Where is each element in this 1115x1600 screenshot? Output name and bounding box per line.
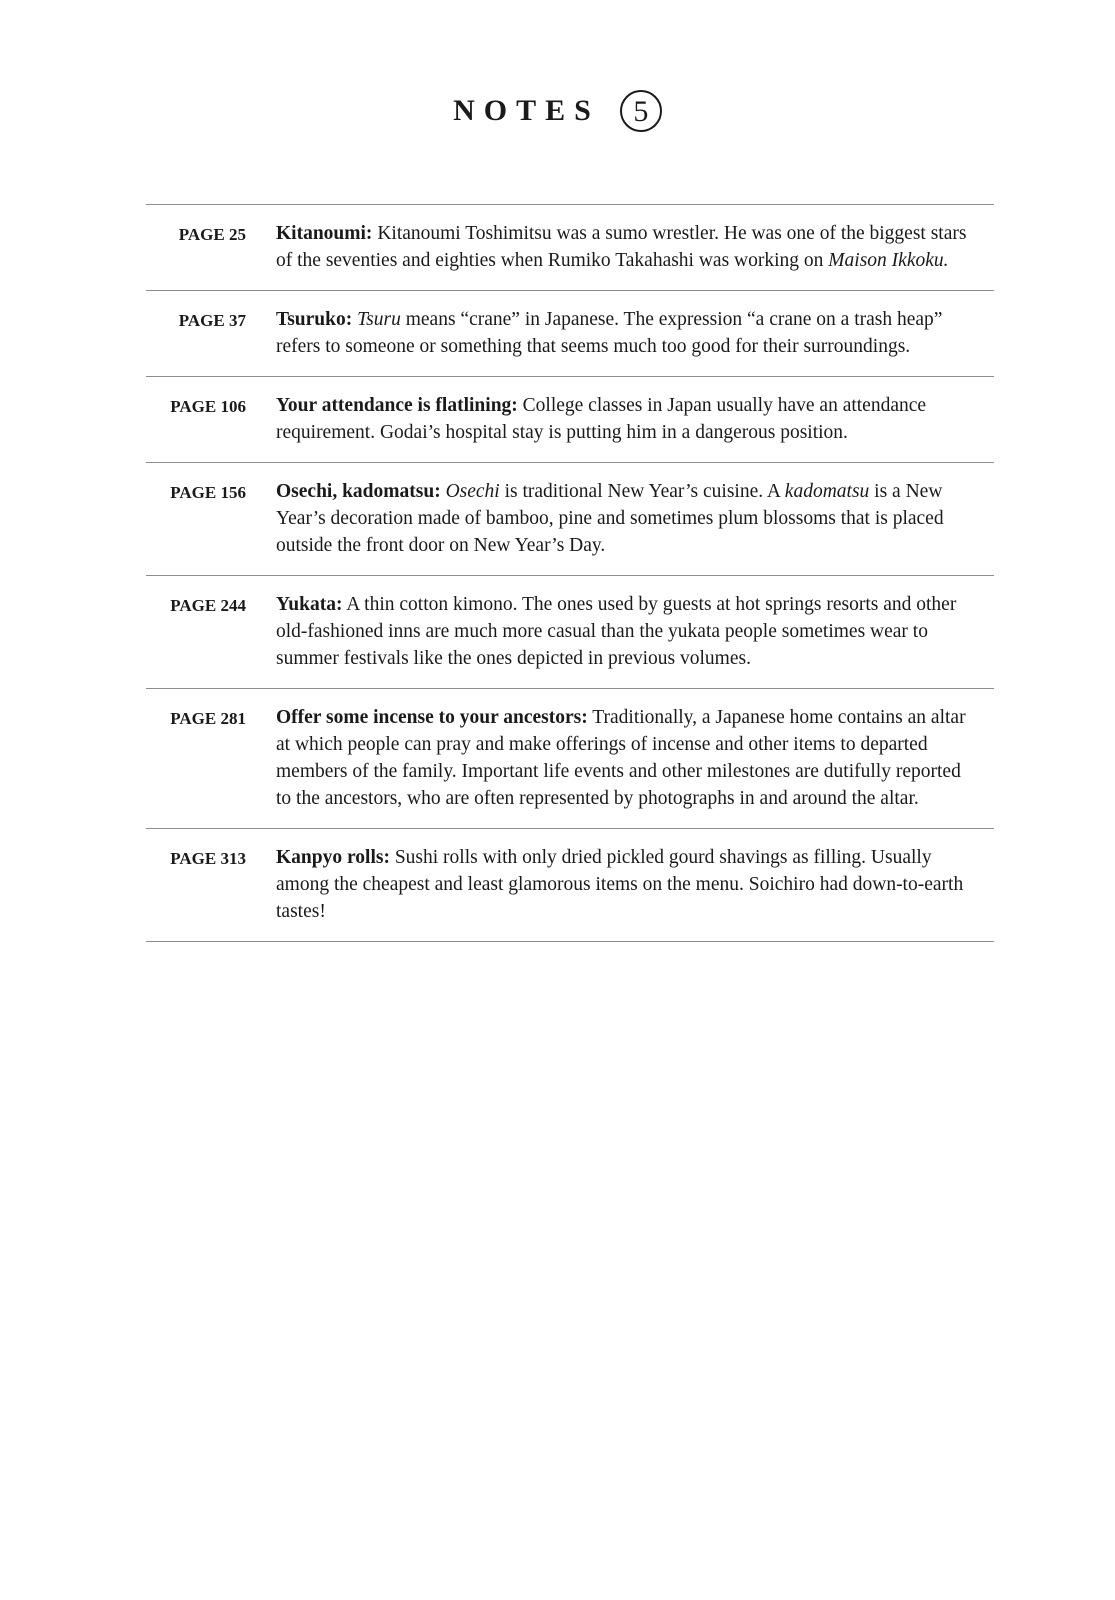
note-page-reference: PAGE 156 xyxy=(170,483,246,502)
note-row xyxy=(146,829,994,942)
notes-header xyxy=(0,86,1115,136)
note-page-reference: PAGE 37 xyxy=(178,311,246,330)
note-italic-text: Osechi xyxy=(445,481,500,502)
note-text xyxy=(276,591,976,672)
note-term: Kitanoumi: xyxy=(276,223,373,244)
note-text xyxy=(276,220,976,274)
note-term: Yukata: xyxy=(276,594,343,615)
note-text-segment: Traditionally, a Japanese home contains an altar at which people can pray and make offerings of incense and other items to departed members of the family. Important life events and other milestones are dutifully reported to the ancestors, who are often represented by photographs in and around the altar. xyxy=(276,707,966,809)
note-text-segment: A thin cotton kimono. The ones used by guests at hot springs resorts and other old-fashioned inns are much more casual than the yukata people sometimes wear to summer festivals like the ones depicted in previous volumes. xyxy=(276,594,957,669)
note-page-reference: PAGE 313 xyxy=(170,849,246,868)
note-text-segment: Sushi rolls with only dried pickled gourd shavings as filling. Usually among the cheapest and least glamorous items on the menu. Soichiro had down-to-earth tastes! xyxy=(276,847,964,922)
note-row xyxy=(146,205,994,291)
note-text-segment: is a New Year’s decoration made of bamboo, pine and sometimes plum blossoms that is placed outside the front door on New Year’s Day. xyxy=(276,481,944,556)
note-term: Tsuruko: xyxy=(276,309,353,330)
note-page-reference: PAGE 281 xyxy=(170,709,246,728)
note-text-segment: means “crane” in Japanese. The expression “a crane on a trash heap” refers to someone or something that seems much too good for their surroundings. xyxy=(276,309,943,357)
note-term: Osechi, kadomatsu: xyxy=(276,481,441,502)
note-text-segment: Kitanoumi Toshimitsu was a sumo wrestler. He was one of the biggest stars of the seventies and eighties when Rumiko Takahashi was working on xyxy=(276,223,967,271)
note-row xyxy=(146,463,994,576)
note-page-reference: PAGE 106 xyxy=(170,397,246,416)
note-row xyxy=(146,576,994,689)
note-row xyxy=(146,377,994,463)
note-row xyxy=(146,689,994,829)
note-text xyxy=(276,306,976,360)
page-title: NOTES xyxy=(453,94,600,127)
volume-number-badge: 5 xyxy=(620,90,662,132)
note-text xyxy=(276,844,976,925)
note-text xyxy=(276,478,976,559)
note-page-reference: PAGE 244 xyxy=(170,596,246,615)
note-text xyxy=(276,392,976,446)
notes-table xyxy=(146,204,994,942)
note-term: Kanpyo rolls: xyxy=(276,847,390,868)
note-italic-text: Maison Ikkoku. xyxy=(828,250,949,271)
note-row xyxy=(146,291,994,377)
note-text xyxy=(276,704,976,812)
note-term: Offer some incense to your ancestors: xyxy=(276,707,588,728)
note-italic-text: Tsuru xyxy=(357,309,401,330)
note-italic-text: kadomatsu xyxy=(784,481,870,502)
note-term: Your attendance is flatlining: xyxy=(276,395,518,416)
note-text-segment: College classes in Japan usually have an attendance requirement. Godai’s hospital stay is putting him in a dangerous position. xyxy=(276,395,927,443)
note-text-segment: is traditional New Year’s cuisine. A xyxy=(499,481,785,502)
note-page-reference: PAGE 25 xyxy=(178,225,246,244)
